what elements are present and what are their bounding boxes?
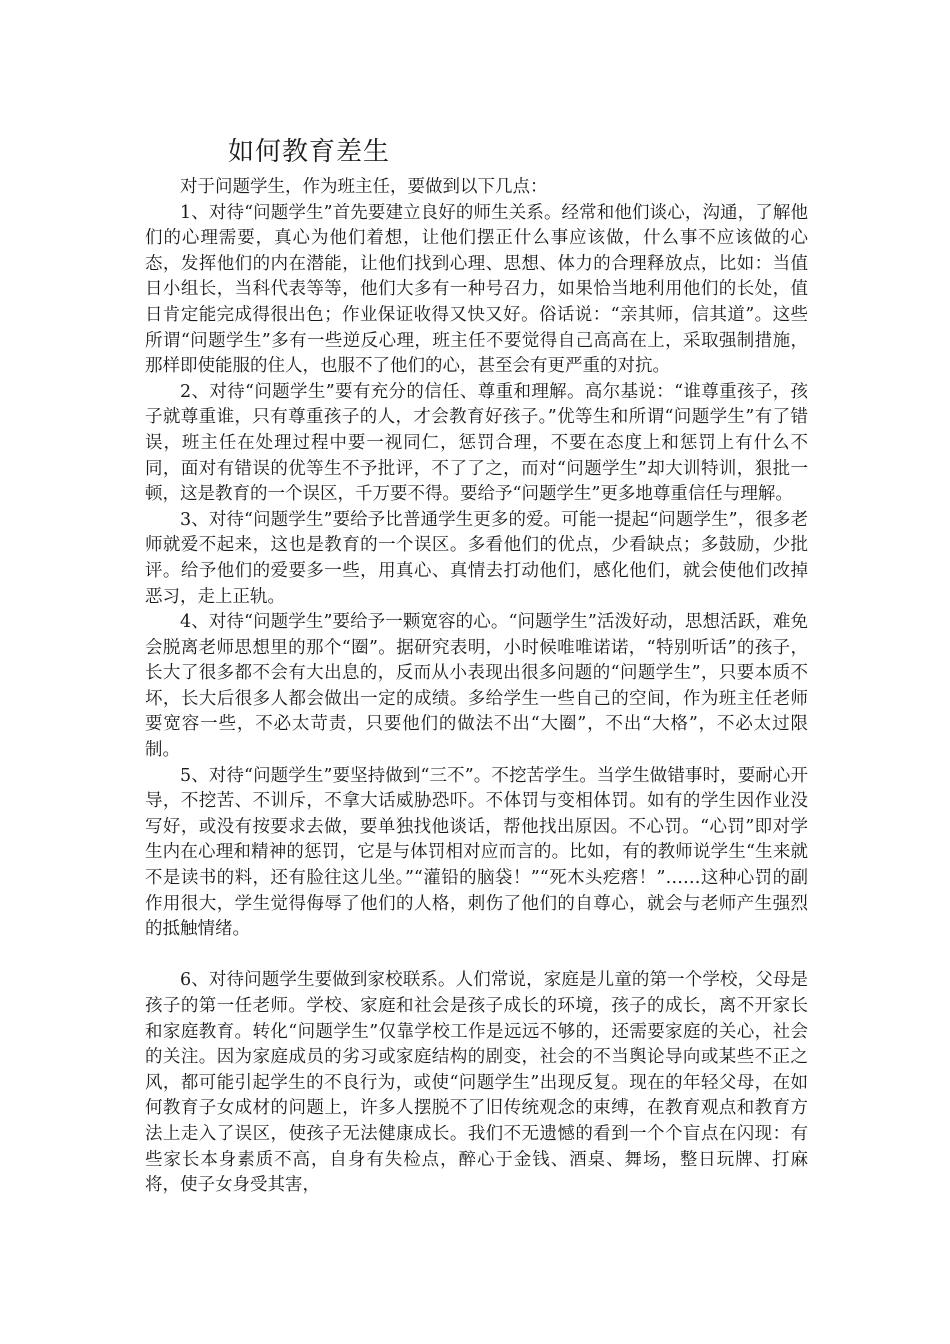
- paragraph-point-5: 5、对待“问题学生”要坚持做到“三不”。不挖苦学生。当学生做错事时，要耐心开导，不挖苦、不训斥，不拿大话威胁恐吓。不体罚与变相体罚。如有的学生因作业没写好，或没有按要求去做，要单独找他谈话，帮他找出原因。不心罚。“心罚”即对学生内在心理和精神的惩罚，它是与体罚相对应而言的。比如，有的教师说学生“生来就不是读书的料，还有脸往这儿坐。”“灌铅的脑袋！”“死木头疙瘩！”……这种心罚的副作用很大，学生觉得侮辱了他们的人格，刺伤了他们的自尊心，就会与老师产生强烈的抵触情绪。: [145, 765, 808, 940]
- document-body: [145, 175, 808, 1199]
- document-title: 如何教育差生: [228, 137, 391, 167]
- paragraph-point-2: 2、对待“问题学生”要有充分的信任、尊重和理解。高尔基说：“谁尊重孩子，孩子就尊重谁，只有尊重孩子的人，才会教育好孩子。”优等生和所谓“问题学生”有了错误，班主任在处理过程中要一视同仁，惩罚合理，不要在态度上和惩罚上有什么不同，面对有错误的优等生不予批评，不了了之，而对“问题学生”却大训特训，狠批一顿，这是教育的一个误区，千万要不得。要给予“问题学生”更多地尊重信任与理解。: [145, 381, 808, 505]
- paragraph-point-6: 6、对待问题学生要做到家校联系。人们常说，家庭是儿童的第一个学校，父母是孩子的第一任老师。学校、家庭和社会是孩子成长的环境，孩子的成长，离不开家长和家庭教育。转化“问题学生”仅靠学校工作是远远不够的，还需要家庭的关心，社会的关注。因为家庭成员的劣习或家庭结构的剧变，社会的不当舆论导向或某些不正之风，都可能引起学生的不良行为，或使“问题学生”出现反复。现在的年轻父母，在如何教育子女成材的问题上，许多人摆脱不了旧传统观念的束缚，在教育观点和教育方法上走入了误区，使孩子无法健康成长。我们不无遗憾的看到一个个盲点在闪现：有些家长本身素质不高，自身有失检点，醉心于金钱、酒桌、舞场，整日玩牌、打麻将，使子女身受其害，: [145, 970, 808, 1196]
- paragraph-intro: 对于问题学生，作为班主任，要做到以下几点：: [180, 177, 548, 197]
- paragraph-point-1: 1、对待“问题学生”首先要建立良好的师生关系。经常和他们谈心，沟通，了解他们的心理需要，真心为他们着想，让他们摆正什么事应该做，什么事不应该做的心态，发挥他们的内在潜能，让他们找到心理、思想、体力的合理释放点，比如：当值日小组长，当科代表等等，他们大多有一种号召力，如果恰当地利用他们的长处，值日肯定能完成得很出色；作业保证收得又快又好。俗话说：“亲其师，信其道”。这些所谓“问题学生”多有一些逆反心理，班主任不要觉得自己高高在上，采取强制措施，那样即使能服的住人，也服不了他们的心，甚至会有更严重的对抗。: [145, 202, 808, 377]
- paragraph-point-3: 3、对待“问题学生”要给予比普通学生更多的爱。可能一提起“问题学生”，很多老师就爱不起来，这也是教育的一个误区。多看他们的优点，少看缺点；多鼓励，少批评。给予他们的爱要多一些，用真心、真情去打动他们，感化他们，就会使他们改掉恶习，走上正轨。: [145, 509, 808, 607]
- paragraph-point-4: 4、对待“问题学生”要给予一颗宽容的心。“问题学生”活泼好动，思想活跃，难免会脱离老师思想里的那个“圈”。据研究表明，小时候唯唯诺诺，“特别听话”的孩子，长大了很多都不会有大出息的，反而从小表现出很多问题的“问题学生”，只要本质不坏，长大后很多人都会做出一定的成绩。多给学生一些自己的空间，作为班主任老师要宽容一些，不必太苛责，只要他们的做法不出“大圈”，不出“大格”，不必太过限制。: [145, 612, 808, 761]
- paragraph-spacer: [145, 943, 808, 969]
